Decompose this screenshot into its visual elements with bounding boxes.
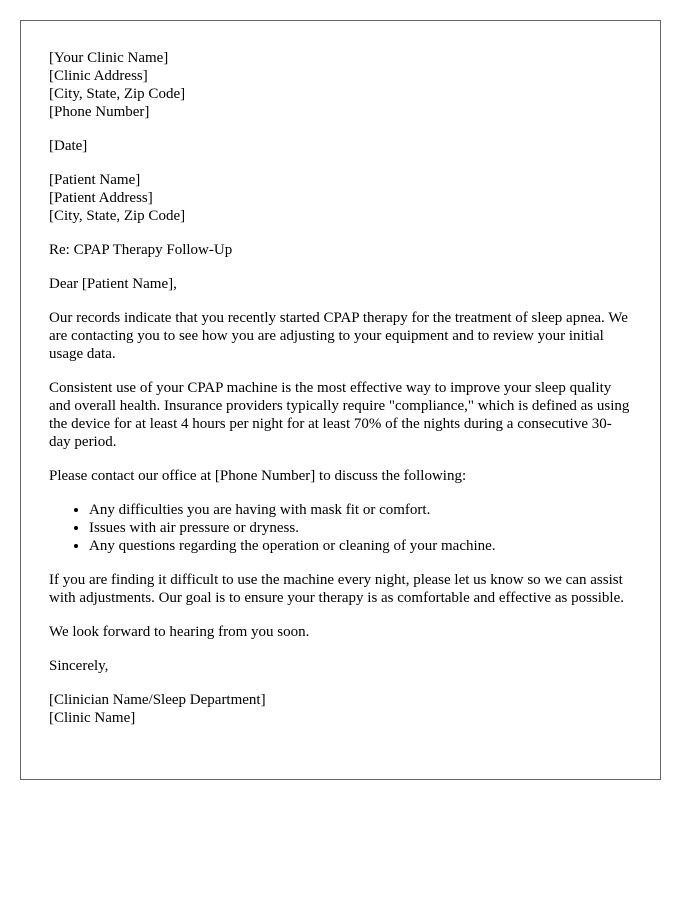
discussion-list bbox=[49, 501, 632, 555]
sender-block bbox=[49, 49, 632, 121]
letter-date: [Date] bbox=[49, 138, 88, 154]
signature-block bbox=[49, 691, 632, 727]
list-item: • Issues with air pressure or dryness. bbox=[89, 519, 632, 537]
body-paragraph: Our records indicate that you recently started CPAP therapy for the treatment of sleep apnea. We are contacting you to see how you are adjusting to your equipment and to review your initial usage data. bbox=[49, 310, 628, 362]
signature-name: [Clinician Name/Sleep Department] bbox=[49, 692, 266, 708]
body-paragraph: Please contact our office at [Phone Number] to discuss the following: bbox=[49, 468, 467, 484]
recipient-city-state-zip: [City, State, Zip Code] bbox=[49, 208, 186, 224]
recipient-address: [Patient Address] bbox=[49, 190, 153, 206]
salutation: Dear [Patient Name], bbox=[49, 276, 177, 292]
sender-clinic-name: [Your Clinic Name] bbox=[49, 50, 169, 66]
body-paragraph: If you are finding it difficult to use the machine every night, please let us know so we can assist with adjustments. Our goal is to ensure your therapy is as comfortable and effective as possible. bbox=[49, 572, 624, 606]
signoff: Sincerely, bbox=[49, 658, 109, 674]
recipient-block bbox=[49, 171, 632, 225]
date-block bbox=[49, 137, 632, 155]
body-paragraph: Consistent use of your CPAP machine is the most effective way to improve your sleep quality and overall health. Insurance providers typically require "compliance," which is defined as using the device for at least 4 hours per night for at least 70% of the nights during a consecutive 30-day period. bbox=[49, 380, 630, 450]
sender-clinic-address: [Clinic Address] bbox=[49, 68, 148, 84]
signature-clinic: [Clinic Name] bbox=[49, 710, 136, 726]
sender-phone: [Phone Number] bbox=[49, 104, 150, 120]
sender-city-state-zip: [City, State, Zip Code] bbox=[49, 86, 186, 102]
list-item: • Any questions regarding the operation or cleaning of your machine. bbox=[89, 537, 632, 555]
body-paragraph: We look forward to hearing from you soon. bbox=[49, 624, 310, 640]
letter-page bbox=[20, 20, 661, 780]
recipient-name: [Patient Name] bbox=[49, 172, 141, 188]
subject-line: Re: CPAP Therapy Follow-Up bbox=[49, 242, 233, 258]
list-item: • Any difficulties you are having with mask fit or comfort. bbox=[89, 501, 632, 519]
